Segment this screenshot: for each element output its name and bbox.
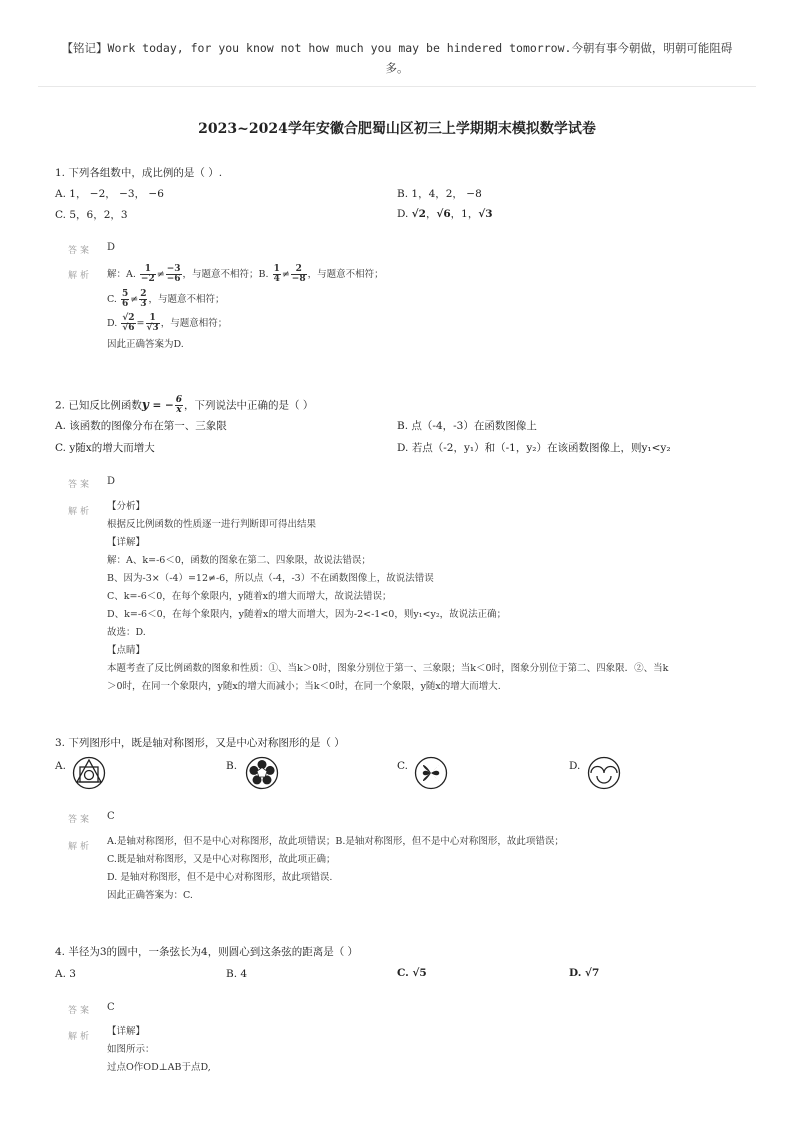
motto [30,38,764,78]
explain-label: 解析 [68,842,93,852]
q1-d-item: √6 [436,208,451,220]
q2-stem-text: ，下列说法中正确的是（ ） [184,399,314,412]
answer-label: 答案 [68,480,93,490]
q4-option-a[interactable]: A. 3 [55,968,76,980]
fraction: $\frac{-3}{-6}$ [166,264,181,284]
q2-option-a[interactable]: A. 该函数的图像分布在第一、三象限 [55,420,227,432]
explain-label: 解析 [68,507,93,517]
q3-figure-b-icon [245,756,279,790]
q2-exp-line: 【点睛】 [107,645,146,656]
q2-exp-line: 本题考查了反比例函数的图象和性质：①、当k＞0时，图象分别位于第一、三象限；当k＜0时，图象分别位于第二、四象限．②、当k [107,663,669,674]
q1-exp-text: C. [107,294,117,305]
explain-label: 解析 [68,1032,93,1042]
q1-option-d[interactable]: D. √2，√6，1，√3 [397,208,493,220]
q2-answer: D [107,476,116,487]
q4-exp-line: 如图所示： [107,1044,155,1055]
q3-answer: C [107,811,115,822]
q4-answer: C [107,1002,115,1013]
fraction: $\frac{√2}{√6}$ [122,313,135,333]
q4-stem: 4. 半径为3的圆中，一条弦长为4，则圆心到这条弦的距离是（ ） [55,946,359,958]
q2-exp-line: D、k=-6＜0，在每个象限内，y随着x的增大而增大，因为-2<-1<0，则y₁<y₂，故说法正确； [107,609,507,620]
fraction: $\frac{2}{3}$ [140,289,147,309]
q2-exp-line: C、k=-6＜0，在每个象限内，y随着x的增大而增大，故说法错误； [107,591,392,602]
q2-option-b[interactable]: B. 点（-4，-3）在函数图像上 [397,420,537,432]
answer-label: 答案 [68,815,93,825]
motto-chinese: 今朝有事今朝做，明朝可能阻碍 [571,41,733,55]
q1-stem: 1. 下列各组数中，成比例的是（ ）. [55,167,223,179]
fraction: $\frac{1}{-2}$ [140,264,155,284]
motto-prefix: 【铭记】 [61,41,108,55]
fraction: $\frac{1}{4}$ [273,264,280,284]
q1-option-a[interactable]: A. 1， −2， −3， −6 [55,188,164,200]
q2-exp-line: 故选：D. [107,627,146,638]
q1-exp-text: 解：A. [107,269,136,280]
q1-exp-text: ，与题意不相符； [307,269,384,280]
q4-option-b[interactable]: B. 4 [226,968,248,980]
q4-exp-line: 过点O作OD⊥AB于点D, [107,1062,211,1073]
q3-exp-line: 因此正确答案为：C. [107,890,193,901]
q1-d-item: 1 [461,208,468,220]
q2-exp-line: 【分析】 [107,501,146,512]
motto-chinese-end: 多。 [385,61,409,75]
q3-option-c-label[interactable]: C. [397,760,408,772]
q3-option-d-label[interactable]: D. [569,760,581,772]
q1-exp-conclusion: 因此正确答案为D. [107,339,184,350]
q1-exp-text: ，与题意不相符；B. [182,269,269,280]
q3-explanation [107,833,564,905]
q1-d-prefix: D. [397,208,412,220]
q4-exp-line: 【详解】 [107,1026,146,1037]
explain-label: 解析 [68,271,93,281]
q1-answer: D [107,242,116,253]
q1-option-b[interactable]: B. 1，4，2， −8 [397,188,482,200]
page-title: 2023~2024学年安徽合肥蜀山区初三上学期期末模拟数学试卷 [198,121,596,137]
q1-d-item: √2 [411,208,426,220]
q3-exp-line: C.既是轴对称图形，又是中心对称图形，故此项正确； [107,854,336,865]
q2-exp-line: B、因为-3×（-4）=12≠-6，所以点（-4，-3）不在函数图像上，故说法错误 [107,573,434,584]
q3-exp-line: A.是轴对称图形，但不是中心对称图形，故此项错误；B.是轴对称图形，但不是中心对称图形，故此项错误； [107,836,564,847]
q3-option-a-label[interactable]: A. [55,760,66,772]
q2-stem-text: 2. 已知反比例函数 [55,399,142,412]
fraction: $\frac{5}{6}$ [121,289,129,309]
answer-label: 答案 [68,246,93,256]
q1-explanation: 解：A. $\frac{1}{-2}$ ≠ $\frac{-3}{-6}$ ，与题意不相符；B. $\frac{1}{4}$ ≠ $\frac{2}{-8}$ ，与题意不相符； C. $\frac{5}{6}$ ≠ $\frac{2}{3}$ ，与题意不相符； D. $\frac{√2}{√6}$ = $\frac{1}{√3}$ ，与题意相符； 因此正确答案为D. [107,262,384,354]
q2-exp-line: 【详解】 [107,537,146,548]
fraction: $\frac{6}{x}$ [175,395,183,415]
q3-figure-d-icon [587,756,621,790]
fraction: $\frac{1}{√3}$ [146,313,159,333]
q1-option-c[interactable]: C. 5，6，2，3 [55,209,128,221]
q4-option-d[interactable]: D. √7 [569,967,600,979]
q1-d-item: √3 [478,208,493,220]
q3-figure-c-icon [414,756,448,790]
q3-figure-a-icon [72,756,106,790]
q3-exp-line: D. 是轴对称图形，但不是中心对称图形，故此项错误. [107,872,333,883]
q1-exp-text: ，与题意不相符； [148,294,225,305]
q1-exp-text: D. [107,318,118,329]
q2-exp-line: 解：A、k=-6＜0，函数的图象在第二、四象限，故说法错误； [107,555,371,566]
q2-exp-line: 根据反比例函数的性质逐一进行判断即可得出结果 [107,519,317,530]
q2-stem: 2. 已知反比例函数y = − $\frac{6}{x}$ ，下列说法中正确的是（ ） [55,395,314,415]
fraction: $\frac{2}{-8}$ [291,264,306,284]
q3-stem: 3. 下列图形中，既是轴对称图形，又是中心对称图形的是（ ） [55,737,345,749]
motto-english: Work today, for you know not how much you may be hindered tomorrow. [107,41,572,55]
q2-option-d[interactable]: D. 若点（-2，y₁）和（-1，y₂）在该函数图像上，则y₁<y₂ [397,442,671,454]
q1-exp-text: ，与题意相符； [160,318,228,329]
q2-option-c[interactable]: C. y随x的增大而增大 [55,442,155,454]
answer-label: 答案 [68,1006,93,1016]
q4-explanation [107,1023,211,1077]
q3-option-b-label[interactable]: B. [226,760,238,772]
q4-option-c[interactable]: C. √5 [397,967,427,979]
divider [38,86,756,87]
q2-explanation [107,498,668,696]
q2-exp-line: ＞0时，在同一个象限内，y随x的增大而减小；当k＜0时，在同一个象限，y随x的增大而增大. [107,681,501,692]
